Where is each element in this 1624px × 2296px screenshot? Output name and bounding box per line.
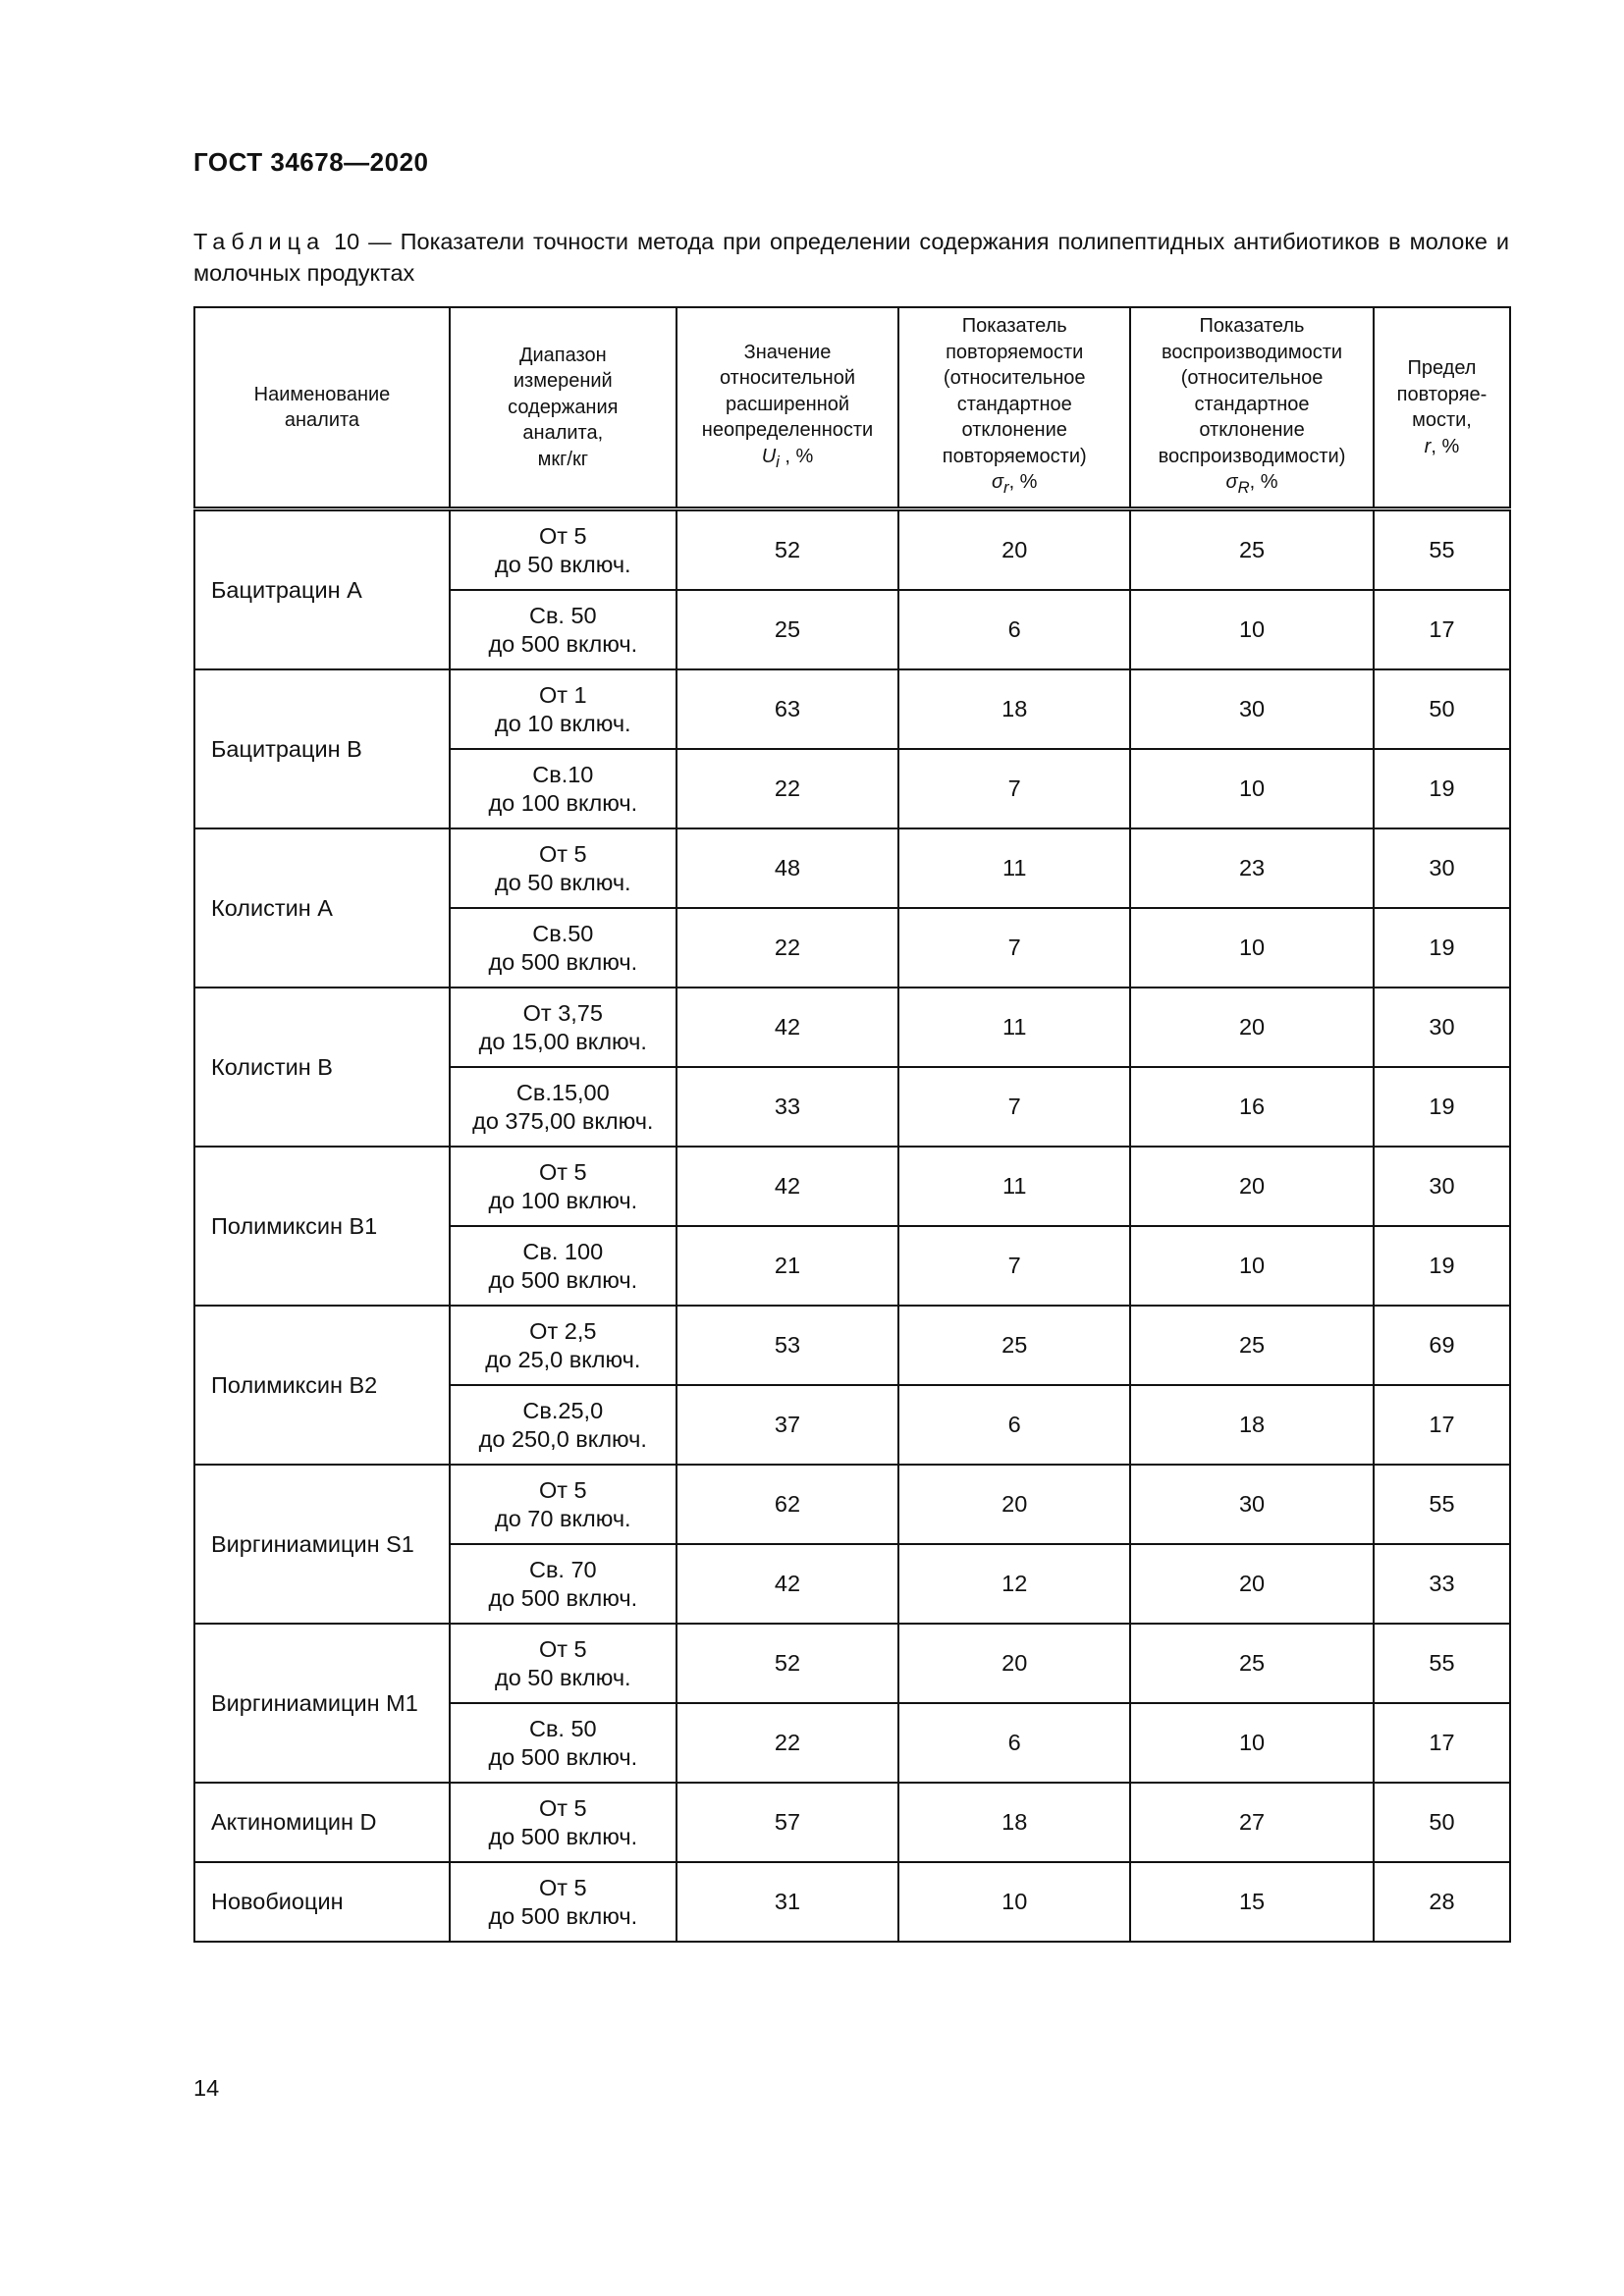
header-range	[450, 307, 677, 509]
range-line: до 500 включ.	[488, 1584, 638, 1611]
range-line: до 100 включ.	[488, 789, 638, 816]
range-line: до 10 включ.	[494, 710, 631, 736]
repeatability-limit-cell: 55	[1374, 509, 1510, 591]
page-number: 14	[193, 2075, 220, 2101]
range-line: От 5	[538, 1158, 587, 1185]
header-reproducibility	[1130, 307, 1374, 509]
uncertainty-cell: 57	[677, 1783, 899, 1862]
header-unit: , %	[779, 445, 814, 467]
header-analyte-name	[194, 307, 450, 509]
range-line: Св. 70	[528, 1556, 597, 1582]
table-row	[194, 1783, 1510, 1862]
header-unit: , %	[1008, 471, 1038, 494]
header-line: воспроизводимости	[1161, 341, 1343, 363]
header-line: измерений	[513, 370, 613, 393]
header-line: воспроизводимости)	[1158, 445, 1346, 467]
repeatability-cell: 7	[898, 1067, 1130, 1147]
range-line: до 50 включ.	[494, 1664, 631, 1690]
range-line: От 5	[538, 840, 587, 867]
uncertainty-cell: 22	[677, 908, 899, 988]
reproducibility-cell: 10	[1130, 1226, 1374, 1306]
range-cell	[450, 1306, 677, 1385]
repeatability-limit-cell: 17	[1374, 1385, 1510, 1465]
accuracy-table	[193, 306, 1511, 1943]
caption-text: — Показатели точности метода при определении содержания полипептидных антибиотиков в молоке и молочных продуктах	[193, 229, 1510, 286]
header-line: мкг/кг	[537, 448, 588, 470]
analyte-name-cell: Новобиоцин	[194, 1862, 450, 1942]
range-cell	[450, 509, 677, 591]
table-row	[194, 1147, 1510, 1226]
reproducibility-cell: 27	[1130, 1783, 1374, 1862]
table-body	[194, 509, 1510, 1943]
repeatability-cell: 11	[898, 1147, 1130, 1226]
uncertainty-cell: 37	[677, 1385, 899, 1465]
repeatability-cell: 18	[898, 669, 1130, 749]
header-line: отклонение	[1199, 419, 1305, 442]
header-line: Предел	[1407, 357, 1477, 379]
header-symbol: r	[1424, 435, 1432, 457]
caption-label: Таблица	[193, 229, 326, 254]
range-line: до 250,0 включ.	[478, 1425, 647, 1452]
header-line: (относительное	[1180, 367, 1324, 390]
repeatability-limit-cell: 30	[1374, 828, 1510, 908]
repeatability-limit-cell: 19	[1374, 1067, 1510, 1147]
repeatability-cell: 7	[898, 749, 1130, 828]
analyte-name-cell: Виргиниамицин M1	[194, 1624, 450, 1783]
analyte-name-cell: Полимиксин B2	[194, 1306, 450, 1465]
header-line: (относительное	[943, 367, 1086, 390]
range-cell	[450, 1226, 677, 1306]
table-row	[194, 1862, 1510, 1942]
header-line: относительной	[719, 367, 855, 390]
repeatability-limit-cell: 19	[1374, 908, 1510, 988]
header-uncertainty	[677, 307, 899, 509]
reproducibility-cell: 30	[1130, 1465, 1374, 1544]
range-line: Св.25,0	[522, 1397, 604, 1423]
analyte-name-cell: Актиномицин D	[194, 1783, 450, 1862]
range-cell	[450, 1544, 677, 1624]
range-cell	[450, 828, 677, 908]
table-row	[194, 988, 1510, 1067]
range-line: От 5	[538, 522, 587, 549]
table-caption	[193, 226, 1509, 289]
range-line: до 500 включ.	[488, 1902, 638, 1929]
repeatability-cell: 10	[898, 1862, 1130, 1942]
range-line: От 5	[538, 1476, 587, 1503]
uncertainty-cell: 21	[677, 1226, 899, 1306]
repeatability-limit-cell: 33	[1374, 1544, 1510, 1624]
range-line: От 3,75	[522, 999, 603, 1026]
header-line: неопределенности	[701, 419, 874, 442]
repeatability-limit-cell: 55	[1374, 1465, 1510, 1544]
repeatability-cell: 25	[898, 1306, 1130, 1385]
header-line: Значение	[743, 341, 832, 363]
range-line: до 50 включ.	[494, 869, 631, 895]
range-cell	[450, 590, 677, 669]
header-line: повторяе-	[1396, 383, 1488, 405]
reproducibility-cell: 10	[1130, 590, 1374, 669]
table-row	[194, 1306, 1510, 1385]
repeatability-cell: 12	[898, 1544, 1130, 1624]
uncertainty-cell: 31	[677, 1862, 899, 1942]
document-header: ГОСТ 34678—2020	[193, 147, 429, 177]
repeatability-limit-cell: 50	[1374, 1783, 1510, 1862]
header-line: содержания	[508, 396, 619, 418]
range-line: От 2,5	[529, 1317, 597, 1344]
header-line: Наименование	[253, 383, 391, 405]
repeatability-cell: 6	[898, 590, 1130, 669]
repeatability-cell: 11	[898, 988, 1130, 1067]
repeatability-limit-cell: 28	[1374, 1862, 1510, 1942]
header-unit: , %	[1431, 435, 1460, 457]
reproducibility-cell: 23	[1130, 828, 1374, 908]
range-cell	[450, 1783, 677, 1862]
range-cell	[450, 1624, 677, 1703]
header-line: мости,	[1412, 409, 1472, 431]
range-line: От 5	[538, 1794, 587, 1821]
header-line: стандартное	[956, 393, 1072, 415]
uncertainty-cell: 42	[677, 988, 899, 1067]
repeatability-cell: 6	[898, 1385, 1130, 1465]
repeatability-limit-cell: 50	[1374, 669, 1510, 749]
repeatability-cell: 20	[898, 509, 1130, 591]
header-symbol: σ	[1225, 471, 1238, 494]
range-line: до 15,00 включ.	[478, 1028, 647, 1054]
range-cell	[450, 908, 677, 988]
repeatability-limit-cell: 19	[1374, 749, 1510, 828]
reproducibility-cell: 20	[1130, 1544, 1374, 1624]
range-line: От 5	[538, 1874, 587, 1900]
repeatability-cell: 6	[898, 1703, 1130, 1783]
reproducibility-cell: 10	[1130, 908, 1374, 988]
uncertainty-cell: 25	[677, 590, 899, 669]
header-line: Показатель	[961, 315, 1067, 338]
range-line: Св.10	[532, 761, 594, 787]
range-line: до 100 включ.	[488, 1187, 638, 1213]
repeatability-limit-cell: 30	[1374, 1147, 1510, 1226]
range-line: Св. 50	[528, 1715, 597, 1741]
header-unit: , %	[1249, 471, 1278, 494]
table-row	[194, 669, 1510, 749]
reproducibility-cell: 10	[1130, 1703, 1374, 1783]
header-line: повторяемости)	[942, 445, 1087, 467]
reproducibility-cell: 25	[1130, 1306, 1374, 1385]
uncertainty-cell: 22	[677, 1703, 899, 1783]
range-cell	[450, 749, 677, 828]
range-cell	[450, 1465, 677, 1544]
header-line: отклонение	[961, 419, 1067, 442]
analyte-name-cell: Колистин B	[194, 988, 450, 1147]
header-line: расширенной	[725, 393, 850, 415]
table-row	[194, 1624, 1510, 1703]
header-symbol: σ	[991, 471, 1004, 494]
repeatability-cell: 11	[898, 828, 1130, 908]
uncertainty-cell: 52	[677, 509, 899, 591]
table-row	[194, 828, 1510, 908]
repeatability-cell: 18	[898, 1783, 1130, 1862]
range-cell	[450, 1862, 677, 1942]
reproducibility-cell: 25	[1130, 1624, 1374, 1703]
range-line: до 500 включ.	[488, 630, 638, 657]
header-symbol-subscript: i	[776, 452, 780, 471]
range-line: до 50 включ.	[494, 551, 631, 577]
uncertainty-cell: 42	[677, 1544, 899, 1624]
repeatability-limit-cell: 17	[1374, 590, 1510, 669]
header-symbol: U	[761, 445, 777, 467]
uncertainty-cell: 62	[677, 1465, 899, 1544]
repeatability-limit-cell: 55	[1374, 1624, 1510, 1703]
header-line: стандартное	[1194, 393, 1310, 415]
header-repeatability	[898, 307, 1130, 509]
header-line: Показатель	[1199, 315, 1305, 338]
range-line: до 500 включ.	[488, 948, 638, 975]
caption-number: 10	[334, 229, 360, 254]
uncertainty-cell: 48	[677, 828, 899, 908]
reproducibility-cell: 25	[1130, 509, 1374, 591]
repeatability-limit-cell: 19	[1374, 1226, 1510, 1306]
header-line: аналита	[284, 409, 360, 431]
range-line: Св.15,00	[515, 1079, 610, 1105]
analyte-name-cell: Колистин A	[194, 828, 450, 988]
range-line: до 70 включ.	[494, 1505, 631, 1531]
header-repeatability-limit	[1374, 307, 1510, 509]
uncertainty-cell: 63	[677, 669, 899, 749]
range-cell	[450, 1067, 677, 1147]
table-row	[194, 1465, 1510, 1544]
repeatability-cell: 7	[898, 1226, 1130, 1306]
range-cell	[450, 1147, 677, 1226]
range-line: до 375,00 включ.	[472, 1107, 654, 1134]
range-line: Св. 50	[528, 602, 597, 628]
table-header-row	[194, 307, 1510, 509]
analyte-name-cell: Полимиксин B1	[194, 1147, 450, 1306]
repeatability-cell: 7	[898, 908, 1130, 988]
reproducibility-cell: 10	[1130, 749, 1374, 828]
analyte-name-cell: Бацитрацин B	[194, 669, 450, 828]
uncertainty-cell: 22	[677, 749, 899, 828]
repeatability-cell: 20	[898, 1624, 1130, 1703]
uncertainty-cell: 53	[677, 1306, 899, 1385]
range-cell	[450, 988, 677, 1067]
uncertainty-cell: 42	[677, 1147, 899, 1226]
table-row	[194, 509, 1510, 591]
reproducibility-cell: 15	[1130, 1862, 1374, 1942]
range-line: От 5	[538, 1635, 587, 1662]
reproducibility-cell: 30	[1130, 669, 1374, 749]
header-line: аналита,	[522, 422, 604, 445]
uncertainty-cell: 52	[677, 1624, 899, 1703]
repeatability-limit-cell: 17	[1374, 1703, 1510, 1783]
reproducibility-cell: 18	[1130, 1385, 1374, 1465]
repeatability-cell: 20	[898, 1465, 1130, 1544]
header-line: Диапазон	[518, 344, 607, 366]
range-line: Св. 100	[522, 1238, 604, 1264]
range-line: до 500 включ.	[488, 1743, 638, 1770]
range-cell	[450, 1385, 677, 1465]
reproducibility-cell: 16	[1130, 1067, 1374, 1147]
range-line: От 1	[538, 681, 587, 708]
range-line: до 25,0 включ.	[485, 1346, 641, 1372]
header-symbol-subscript: r	[1003, 478, 1009, 498]
analyte-name-cell: Виргиниамицин S1	[194, 1465, 450, 1624]
range-line: Св.50	[532, 920, 594, 946]
analyte-name-cell: Бацитрацин A	[194, 509, 450, 670]
range-line: до 500 включ.	[488, 1823, 638, 1849]
header-line: повторяемости	[946, 341, 1084, 363]
reproducibility-cell: 20	[1130, 1147, 1374, 1226]
range-line: до 500 включ.	[488, 1266, 638, 1293]
uncertainty-cell: 33	[677, 1067, 899, 1147]
range-cell	[450, 1703, 677, 1783]
header-symbol-subscript: R	[1237, 478, 1250, 498]
repeatability-limit-cell: 30	[1374, 988, 1510, 1067]
repeatability-limit-cell: 69	[1374, 1306, 1510, 1385]
reproducibility-cell: 20	[1130, 988, 1374, 1067]
range-cell	[450, 669, 677, 749]
